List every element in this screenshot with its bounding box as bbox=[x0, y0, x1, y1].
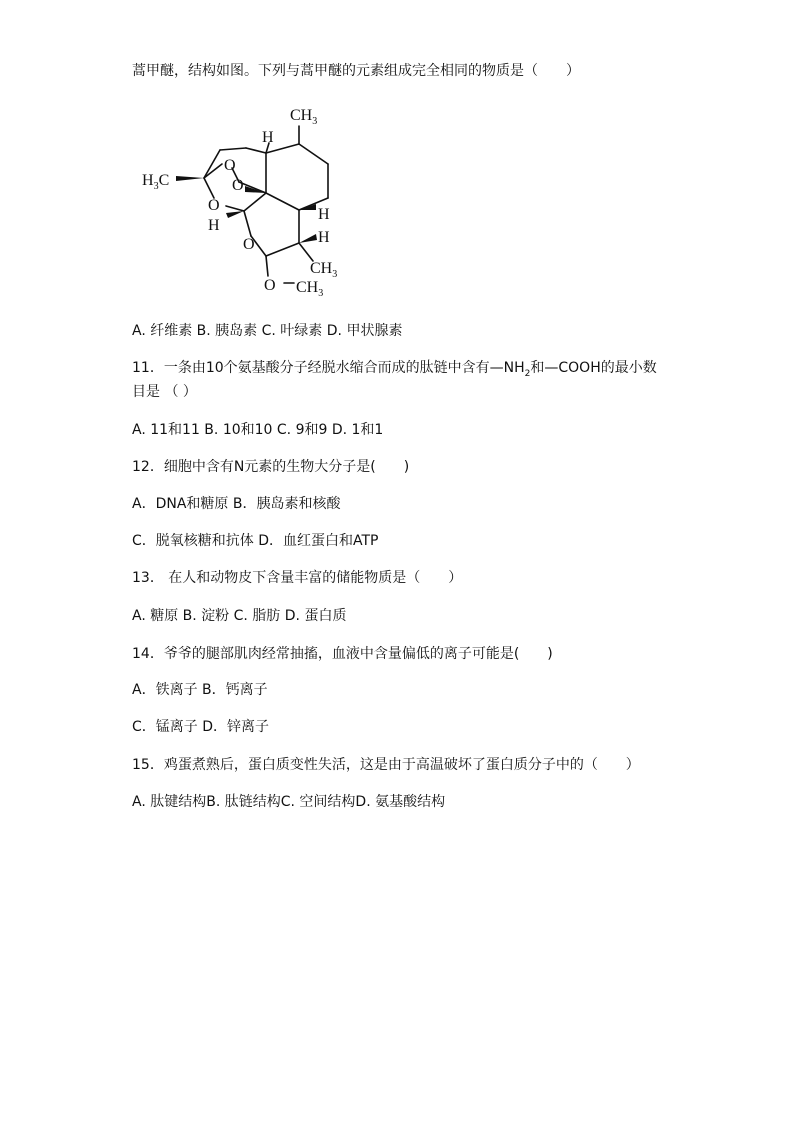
q15-stem: 15．鸡蛋煮熟后，蛋白质变性失活，这是由于高温破坏了蛋白质分子中的（ ） bbox=[132, 757, 640, 773]
q13-options: A. 糖原 B. 淀粉 C. 脂肪 D. 蛋白质 bbox=[132, 608, 347, 624]
svg-text:H3C: $H_3C$ bbox=[142, 172, 170, 192]
h3c-label: H bbox=[142, 172, 154, 189]
q11-stem-line1: 11．一条由10个氨基酸分子经脱水缩合而成的肽链中含有$—NH_2$和—COOH的最小数 bbox=[132, 360, 657, 379]
q14-options-cd: C．锰离子 D．锌离子 bbox=[132, 719, 270, 735]
h-top-label: H bbox=[262, 129, 274, 146]
q14-options-ab: A．铁离子 B．钙离子 bbox=[132, 682, 268, 698]
q12-stem: 12．细胞中含有N元素的生物大分子是( ) bbox=[132, 459, 410, 475]
ch3-right-label: CH bbox=[310, 260, 333, 277]
q12-options-cd: C．脱氧核糖和抗体 D．血红蛋白和ATP bbox=[132, 533, 379, 549]
svg-text:CH3: $CH_3$ bbox=[310, 260, 338, 280]
oxygen-label: O bbox=[232, 177, 244, 194]
artemether-structure bbox=[136, 98, 366, 304]
h-left-label: H bbox=[208, 217, 220, 234]
h-right-label: H bbox=[318, 206, 330, 223]
q14-stem: 14．爷爷的腿部肌肉经常抽搐，血液中含量偏低的离子可能是( ) bbox=[132, 646, 553, 662]
svg-text:CH3: $CH_3$ bbox=[296, 279, 324, 299]
oxygen-label: O bbox=[243, 236, 255, 253]
oxygen-label: O bbox=[264, 277, 276, 294]
q11-options: A. 11和11 B. 10和10 C. 9和9 D. 1和1 bbox=[132, 422, 384, 438]
ch3-top-label: CH bbox=[290, 107, 313, 124]
oxygen-label: O bbox=[208, 197, 220, 214]
svg-text:CH3: $CH_3$ bbox=[290, 107, 318, 127]
q13-stem: 13． 在人和动物皮下含量丰富的储能物质是（ ） bbox=[132, 570, 463, 586]
q11-stem-line2: 目是 （ ） bbox=[132, 384, 197, 400]
q15-options: A. 肽键结构B. 肽链结构C. 空间结构D. 氨基酸结构 bbox=[132, 794, 446, 810]
och3-label: CH bbox=[296, 279, 319, 296]
oxygen-label: O bbox=[224, 157, 236, 174]
intro-text: 蒿甲醚，结构如图。下列与蒿甲醚的元素组成完全相同的物质是（ ） bbox=[132, 63, 580, 79]
h-right-label: H bbox=[318, 229, 330, 246]
q10-options: A. 纤维素 B. 胰岛素 C. 叶绿素 D. 甲状腺素 bbox=[132, 323, 403, 339]
q12-options-ab: A．DNA和糖原 B．胰岛素和核酸 bbox=[132, 496, 341, 512]
